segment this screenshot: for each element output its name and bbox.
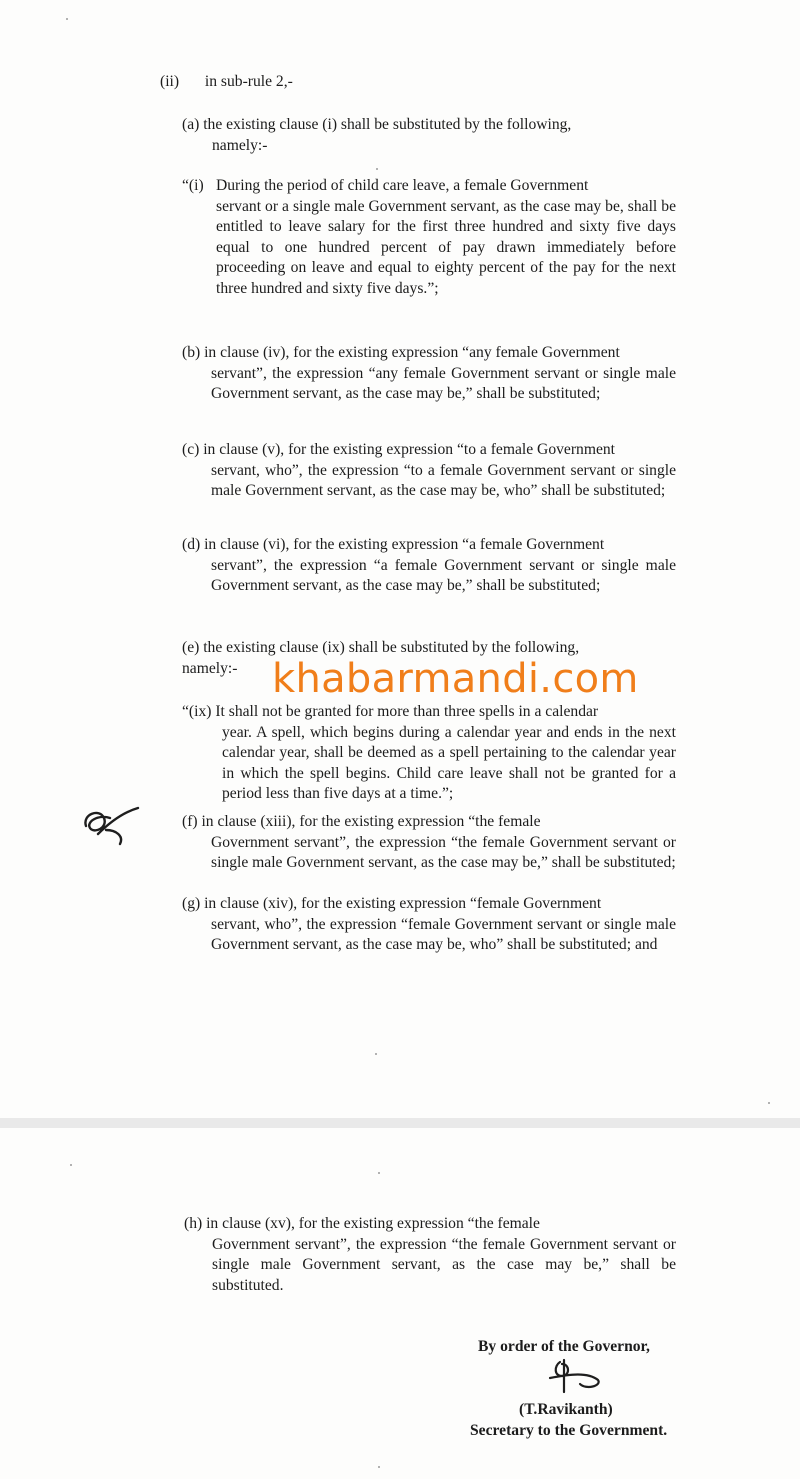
clause-h-head: (h) in clause (xv), for the existing expression “the female — [184, 1215, 540, 1232]
quoted-clause-i-first-line — [182, 176, 676, 197]
signatory-name: (T.Ravikanth) — [519, 1401, 613, 1418]
handwritten-signature — [540, 1356, 610, 1396]
clause-g-rest: servant, who”, the expression “female Government servant or single male Government servant, as the case may be, who” shall be substituted; and — [211, 915, 676, 954]
sub-rule-heading — [160, 72, 460, 93]
clause-g-head: (g) in clause (xiv), for the existing expression “female Government — [182, 895, 602, 912]
watermark: khabarmandi.com — [272, 656, 639, 702]
quoted-clause-i-label: “(i) — [182, 177, 204, 194]
scan-speck — [70, 1164, 72, 1166]
clause-f-head: (f) in clause (xiii), for the existing expression “the female — [182, 813, 541, 830]
clause-b — [182, 343, 676, 405]
clause-h-rest: Government servant”, the expression “the female Government servant or single male Government servant, as the case may be,” shall be substituted. — [212, 1235, 676, 1294]
scan-speck — [375, 1053, 377, 1055]
clause-f — [182, 812, 676, 874]
margin-initial-mark — [80, 800, 160, 850]
clause-b-head: (b) in clause (iv), for the existing expression “any female Government — [182, 344, 620, 361]
page-separator — [0, 1118, 800, 1128]
clause-c-head: (c) in clause (v), for the existing expression “to a female Government — [182, 441, 616, 458]
clause-a-cont: namely:- — [212, 136, 268, 154]
clause-c — [182, 440, 676, 502]
clause-e-cont: namely:- — [182, 659, 238, 677]
clause-a — [182, 115, 676, 156]
quoted-clause-i-first: During the period of child care leave, a female Government — [216, 177, 589, 194]
clause-d-head: (d) in clause (vi), for the existing expression “a female Government — [182, 536, 605, 553]
by-order-line: By order of the Governor, — [478, 1338, 650, 1355]
quoted-clause-ix — [182, 702, 676, 805]
quoted-clause-ix-first: “(ix) It shall not be granted for more than three spells in a calendar — [182, 703, 599, 720]
clause-g — [182, 894, 676, 956]
sub-rule-text: in sub-rule 2,- — [204, 73, 293, 90]
quoted-clause-ix-rest: year. A spell, which begins during a calendar year and ends in the next calendar year, shall be deemed as a spell pertaining to the calendar year in which the spell begins. Child care leave shall not be granted for a period less than five days at a time.”; — [222, 723, 676, 803]
clause-e-head: (e) the existing clause (ix) shall be substituted by the following, — [182, 639, 580, 656]
clause-h — [184, 1214, 676, 1296]
clause-b-rest: servant”, the expression “any female Government servant or single male Government servant, as the case may be,” shall be substituted; — [211, 364, 676, 403]
quoted-clause-i-rest: servant or a single male Government servant, as the case may be, shall be entitled to leave salary for the first three hundred and sixty five days equal to one hundred percent of pay drawn immediately before proceeding on leave and equal to eighty percent of the pay for the next three hundred and sixty five days.”; — [216, 197, 676, 297]
scan-speck — [378, 1466, 380, 1468]
clause-c-rest: servant, who”, the expression “to a female Government servant or single male Government servant, as the case may be, who” shall be substituted; — [211, 461, 676, 500]
quoted-clause-i — [182, 176, 676, 300]
clause-a-head: (a) the existing clause (i) shall be substituted by the following, — [182, 116, 572, 133]
scan-speck — [376, 168, 378, 170]
scan-speck — [66, 18, 68, 20]
sub-rule-number: (ii) — [160, 73, 180, 90]
scan-speck — [768, 1102, 770, 1104]
clause-f-rest: Government servant”, the expression “the female Government servant or single male Government servant, as the case may be,” shall be substituted; — [211, 833, 676, 872]
document-page-2 — [0, 1128, 800, 1479]
signatory-designation: Secretary to the Government. — [470, 1422, 668, 1439]
clause-d — [182, 535, 676, 597]
clause-d-rest: servant”, the expression “a female Government servant or single male Government servant, as the case may be,” shall be substituted; — [211, 556, 676, 595]
scan-speck — [378, 1172, 380, 1174]
